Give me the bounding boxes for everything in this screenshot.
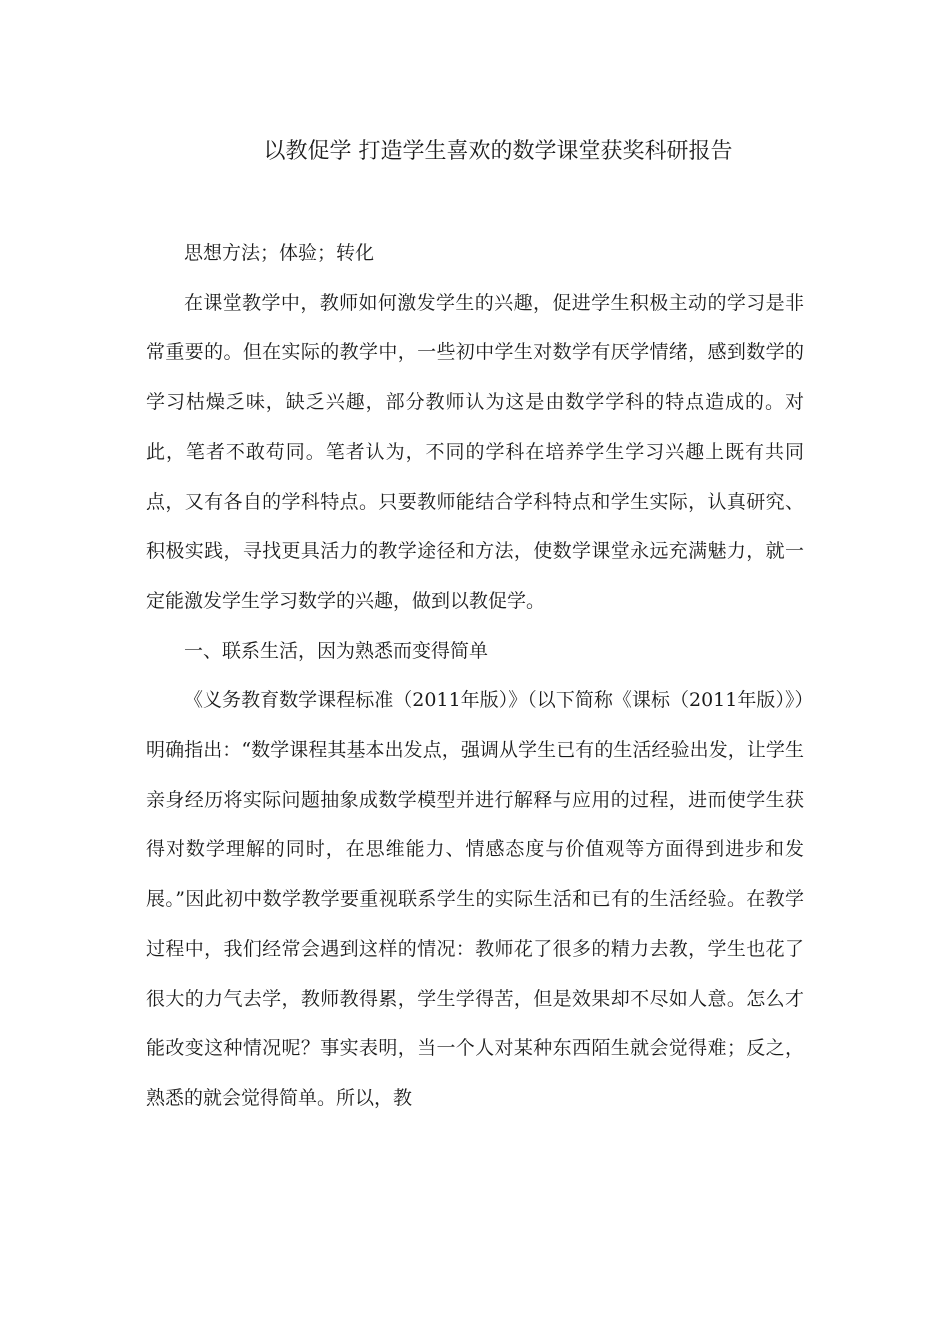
keywords-paragraph: 思想方法；体验；转化 xyxy=(184,242,375,264)
document-body xyxy=(146,229,804,1124)
body-paragraph: 在课堂教学中，教师如何激发学生的兴趣，促进学生积极主动的学习是非常重要的。但在实际的教学中，一些初中学生对数学有厌学情绪，感到数学的学习枯燥乏味，缺乏兴趣，部分教师认为这是由数学学科的特点造成的。对此，笔者不敢苟同。笔者认为，不同的学科在培养学生学习兴趣上既有共同点，又有各自的学科特点。只要教师能结合学科特点和学生实际，认真研究、积极实践，寻找更具活力的教学途径和方法，使数学课堂永远充满魅力，就一定能激发学生学习数学的兴趣，做到以教促学。 xyxy=(146,291,804,612)
section-heading: 一、联系生活，因为熟悉而变得简单 xyxy=(184,639,489,662)
body-paragraph: 《义务教育数学课程标准（2011年版）》（以下简称《课标（2011年版）》）明确指出：“数学课程其基本出发点，强调从学生已有的生活经验出发，让学生亲身经历将实际问题抽象成数学模型并进行解释与应用的过程，进而使学生获得对数学理解的同时，在思维能力、情感态度与价值观等方面得到进步和发展。”因此初中数学教学要重视联系学生的实际生活和已有的生活经验。在教学过程中，我们经常会遇到这样的情况：教师花了很多的精力去教，学生也花了很大的力气去学，教师教得累，学生学得苦，但是效果却不尽如人意。怎么才能改变这种情况呢？事实表明，当一个人对某种东西陌生就会觉得难；反之，熟悉的就会觉得简单。所以，教 xyxy=(146,689,804,1109)
document-title: 以教促学 打造学生喜欢的数学课堂获奖科研报告 xyxy=(263,139,733,164)
